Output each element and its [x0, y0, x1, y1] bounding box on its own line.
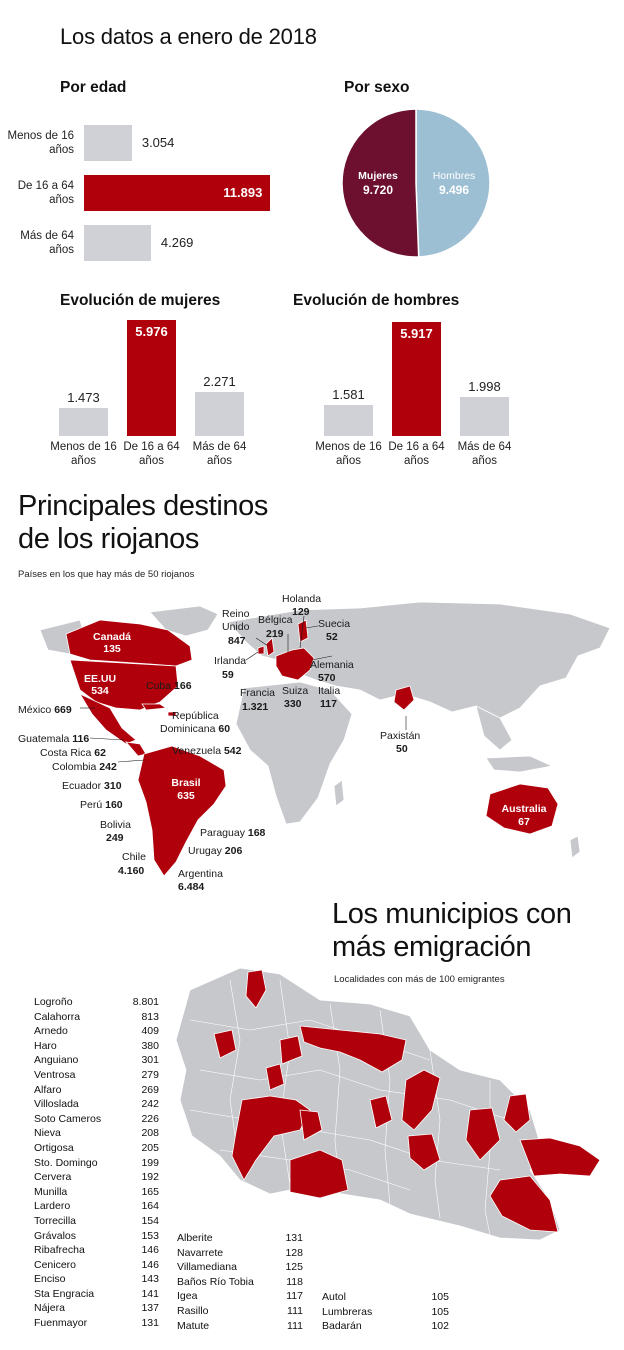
value-venezuela: 542 [223, 745, 242, 757]
new-zealand-shape [570, 836, 580, 858]
women-category-1: De 16 a 64 años [123, 441, 180, 467]
municipality-value: 131 [141, 1317, 159, 1330]
municipality-name: Munilla [34, 1185, 68, 1198]
municipality-name: Soto Cameros [34, 1112, 102, 1125]
country-ireland: Irlanda [214, 655, 247, 667]
madagascar-shape [334, 780, 344, 806]
women-bar-0 [59, 408, 108, 436]
municipality-value: 205 [141, 1141, 159, 1154]
country-chile: Chile [122, 851, 146, 863]
municipality-value: 146 [141, 1258, 159, 1271]
municipality-name: Alfaro [34, 1083, 62, 1096]
municipality-name: Sto. Domingo [34, 1156, 98, 1169]
men-category-0: Menos de 16 años [315, 441, 382, 467]
age-value-label-0: 3.054 [141, 135, 175, 150]
age-bar-0 [84, 125, 132, 161]
svg-text:Dominicana 60 [160, 723, 230, 735]
municipality-name: Torrecilla [34, 1214, 77, 1227]
country-ecuador: Ecuador [62, 780, 102, 792]
municipality-value: 165 [141, 1185, 159, 1198]
municipality-row [34, 1301, 159, 1316]
country-colombia: Colombia [52, 761, 97, 773]
municipality-row [34, 1272, 159, 1287]
value-australia: 67 [518, 816, 530, 828]
women-category-0: Menos de 16 años [50, 441, 117, 467]
value-italy: 117 [320, 698, 337, 710]
municipality-row [322, 1290, 449, 1305]
value-guatemala: 116 [72, 733, 90, 745]
municipality-value: 111 [287, 1304, 303, 1317]
value-colombia: 242 [99, 761, 117, 773]
women-value-2: 2.271 [203, 374, 236, 390]
municipality-name: Ortigosa [34, 1141, 74, 1154]
municipality-row [34, 1039, 159, 1054]
municipality-row [34, 1097, 159, 1112]
municipality-value: 813 [141, 1010, 159, 1023]
municipality-row [34, 1112, 159, 1127]
municipality-name: Cervera [34, 1171, 72, 1184]
municipality-name: Ribafrecha [34, 1244, 85, 1257]
country-canada: Canadá [93, 631, 131, 643]
municipality-value: 164 [141, 1200, 159, 1213]
municipality-value: 143 [141, 1273, 159, 1286]
value-costa-rica: 62 [94, 747, 106, 759]
value-switzerland: 330 [284, 698, 302, 710]
men-category-2: Más de 64 años [457, 441, 512, 467]
municipality-name: Logroño [34, 996, 73, 1008]
municipality-name: Alberite [177, 1232, 213, 1244]
country-italy: Italia [318, 685, 341, 697]
men-value-2: 1.998 [468, 379, 501, 395]
pie-label-hombres: Hombres [432, 170, 476, 182]
municipality-row [34, 1287, 159, 1302]
age-category-label-0: Menos de 16 años [7, 130, 74, 156]
municipality-row [34, 1229, 159, 1244]
municipality-value: 125 [285, 1261, 303, 1274]
value-canada: 135 [103, 643, 121, 655]
municipalities-title-line1: Los municipios con [332, 898, 572, 930]
municipality-name: Calahorra [34, 1010, 81, 1023]
country-cuba: Cuba [146, 680, 172, 692]
country-switzerland: Suiza [282, 685, 309, 697]
municipality-name: Grávalos [34, 1229, 77, 1242]
municipality-value: 269 [141, 1083, 159, 1096]
municipality-row [322, 1319, 449, 1334]
svg-text:Perú 160 [80, 799, 123, 811]
municipality-value: 102 [431, 1320, 449, 1333]
country-uruguay: Urugay [188, 845, 222, 857]
municipality-name: Cenicero [34, 1258, 77, 1271]
country-pakistan: Paxistán [380, 730, 421, 742]
municipality-row [34, 1156, 159, 1171]
municipality-value: 105 [431, 1305, 449, 1318]
municipality-list-2 [177, 1231, 303, 1333]
indonesia-shape [486, 756, 552, 772]
municipality-name: Anguiano [34, 1054, 79, 1067]
value-cuba: 166 [174, 680, 192, 692]
municipality-name: Ventrosa [34, 1068, 76, 1081]
svg-text:Costa Rica 62 [40, 747, 106, 759]
sex-pie-chart [338, 108, 494, 258]
municipality-name: Rasillo [177, 1304, 209, 1317]
world-map [0, 590, 624, 890]
country-guatemala: Guatemala [18, 733, 70, 745]
value-ecuador: 310 [104, 780, 122, 792]
municipality-value: 301 [141, 1054, 159, 1067]
age-category-label-1: De 16 a 64 años [17, 180, 74, 206]
municipality-name: Badarán [322, 1320, 362, 1333]
value-ireland: 59 [222, 669, 234, 681]
municipality-value: 117 [286, 1290, 303, 1303]
municipality-value: 226 [141, 1112, 159, 1125]
value-pakistan: 50 [396, 743, 408, 755]
central-america-shape [126, 742, 146, 756]
value-mexico: 669 [54, 704, 72, 716]
country-venezuela: Venezuela [172, 745, 222, 757]
municipalities-title-line2: más emigración [332, 931, 532, 963]
country-france: Francia [240, 687, 276, 699]
men-category-1: De 16 a 64 años [388, 441, 445, 467]
country-sweden: Suecia [318, 618, 351, 630]
value-dominican: 60 [218, 723, 231, 735]
municipality-name: Arnedo [34, 1025, 68, 1038]
municipality-value: 8.801 [132, 996, 159, 1008]
value-sweden: 52 [326, 631, 338, 643]
men-chart-title: Evolución de hombres [293, 292, 460, 309]
municipality-value: 111 [287, 1319, 303, 1332]
municipality-name: Villamediana [177, 1261, 237, 1274]
municipality-row [34, 1185, 159, 1200]
municipality-name: Haro [34, 1039, 57, 1052]
country-bolivia: Bolivia [100, 819, 131, 831]
municipality-value: 192 [141, 1171, 159, 1184]
value-uk: 847 [228, 635, 246, 647]
municipality-name: Lardero [34, 1200, 71, 1213]
municipality-row [177, 1231, 303, 1246]
value-belgium: 219 [266, 628, 284, 640]
municipality-list-3 [322, 1290, 449, 1334]
la-rioja-map [170, 960, 610, 1260]
municipality-name: Lumbreras [322, 1305, 373, 1318]
age-chart-title: Por edad [60, 79, 127, 96]
country-germany: Alemania [310, 659, 354, 671]
women-chart-title: Evolución de mujeres [60, 292, 221, 309]
municipality-row [34, 1141, 159, 1156]
value-paraguay: 168 [247, 827, 266, 839]
municipality-name: Navarrete [177, 1246, 224, 1259]
value-brazil: 635 [177, 790, 195, 802]
country-netherlands: Holanda [282, 593, 322, 605]
municipality-value: 154 [141, 1214, 159, 1227]
men-bar-0 [324, 405, 373, 436]
svg-text:Guatemala 116 [18, 733, 89, 745]
cuba-shape [142, 704, 166, 710]
svg-text:México 669 [18, 704, 72, 716]
municipality-value: 242 [141, 1098, 159, 1111]
municipality-row [34, 1126, 159, 1141]
pie-value-mujeres: 9.720 [362, 183, 394, 197]
municipality-row [34, 1243, 159, 1258]
municipality-name: Matute [177, 1319, 210, 1332]
municipality-name: Fuenmayor [34, 1317, 88, 1330]
municipality-value: 141 [141, 1287, 159, 1300]
svg-text:Urugay 206 [188, 845, 242, 857]
svg-text:Colombia 242 [52, 761, 117, 773]
municipality-row [34, 1199, 159, 1214]
value-argentina: 6.484 [178, 881, 205, 890]
municipality-row [34, 1258, 159, 1273]
destinations-note: Países en los que hay más de 50 riojanos [18, 569, 195, 580]
municipality-name: Villoslada [34, 1098, 79, 1111]
value-netherlands: 129 [292, 606, 310, 618]
svg-text:Paraguay 168 [200, 827, 266, 839]
country-dominican-line1: República [172, 710, 219, 722]
country-usa: EE.UU [83, 673, 117, 685]
destinations-title-line2: de los riojanos [18, 523, 199, 555]
municipality-name: Enciso [34, 1273, 66, 1286]
municipality-name: Baños Río Tobia [177, 1275, 254, 1288]
municipality-row [34, 1083, 159, 1098]
municipality-value: 199 [141, 1156, 159, 1169]
women-category-2: Más de 64 años [192, 441, 247, 467]
value-peru: 160 [105, 799, 123, 811]
destinations-title-line1: Principales destinos [18, 490, 268, 522]
svg-text:Cuba 166 [146, 680, 192, 692]
municipality-value: 128 [285, 1246, 303, 1259]
municipality-row [34, 1010, 159, 1025]
municipality-row [177, 1275, 303, 1290]
sex-chart-title: Por sexo [344, 79, 410, 96]
municipality-row [34, 1053, 159, 1068]
women-value-1: 5.976 [135, 324, 168, 340]
age-category-label-2: Más de 64 años [20, 230, 74, 256]
value-uruguay: 206 [224, 845, 243, 857]
age-value-label-2: 4.269 [160, 235, 194, 250]
municipality-value: 380 [141, 1039, 159, 1052]
country-dominican-line2: Dominicana [160, 723, 216, 735]
women-value-0: 1.473 [67, 389, 100, 405]
pie-value-hombres: 9.496 [438, 183, 470, 197]
age-bar-2 [84, 225, 151, 261]
country-mexico: México [18, 704, 52, 716]
municipality-value: 105 [431, 1291, 449, 1303]
municipality-row [34, 1316, 159, 1331]
municipality-value: 146 [141, 1244, 159, 1257]
value-usa: 534 [91, 685, 109, 697]
municipality-row [322, 1305, 449, 1320]
municipality-value: 118 [286, 1275, 303, 1288]
value-bolivia: 249 [106, 832, 124, 844]
municipality-row [177, 1319, 303, 1334]
municipality-row [177, 1304, 303, 1319]
country-uk-line1: Reino [222, 608, 250, 620]
municipality-row [177, 1246, 303, 1261]
municipality-value: 153 [141, 1229, 159, 1242]
svg-text:Ecuador 310 [62, 780, 122, 792]
municipality-row [34, 1214, 159, 1229]
municipalities-note: Localidades con más de 100 emigrantes [334, 974, 505, 985]
country-paraguay: Paraguay [200, 827, 245, 839]
women-bar-2 [195, 392, 244, 436]
value-france: 1.321 [242, 701, 269, 713]
municipality-name: Autol [322, 1291, 346, 1303]
municipality-value: 131 [285, 1232, 303, 1244]
municipality-row [34, 1024, 159, 1039]
pakistan-shape [394, 686, 414, 710]
municipality-row [177, 1260, 303, 1275]
age-value-label-1: 11.893 [223, 185, 263, 200]
country-argentina: Argentina [178, 868, 223, 880]
municipality-row [34, 1170, 159, 1185]
municipality-name: Nájera [34, 1302, 65, 1315]
men-value-0: 1.581 [332, 387, 365, 403]
municipality-row [34, 995, 159, 1010]
municipality-value: 137 [141, 1302, 159, 1315]
men-bar-2 [460, 397, 509, 436]
municipality-value: 409 [141, 1025, 159, 1038]
municipality-row [34, 1068, 159, 1083]
page-title: Los datos a enero de 2018 [60, 24, 317, 49]
svg-text:Venezuela 542 [172, 745, 242, 757]
country-australia: Australia [501, 803, 547, 815]
municipality-row [177, 1289, 303, 1304]
pie-label-mujeres: Mujeres [358, 170, 398, 182]
value-germany: 570 [318, 672, 336, 684]
country-costa-rica: Costa Rica [40, 747, 92, 759]
municipality-list-1 [34, 995, 159, 1331]
municipality-value: 279 [141, 1068, 159, 1081]
men-value-1: 5.917 [400, 325, 433, 341]
destinations-title [18, 490, 268, 556]
municipality-name: Sta Engracia [34, 1287, 95, 1300]
municipality-name: Nieva [34, 1127, 61, 1140]
country-uk-line2: Unido [222, 621, 250, 633]
country-belgium: Bélgica [258, 614, 293, 626]
value-chile: 4.160 [118, 865, 145, 877]
municipality-name: Igea [177, 1290, 198, 1303]
country-brazil: Brasil [171, 777, 201, 789]
municipality-value: 208 [141, 1127, 159, 1140]
muni-alfaro [520, 1138, 600, 1176]
municipalities-title [332, 898, 571, 964]
country-peru: Perú [80, 799, 103, 811]
